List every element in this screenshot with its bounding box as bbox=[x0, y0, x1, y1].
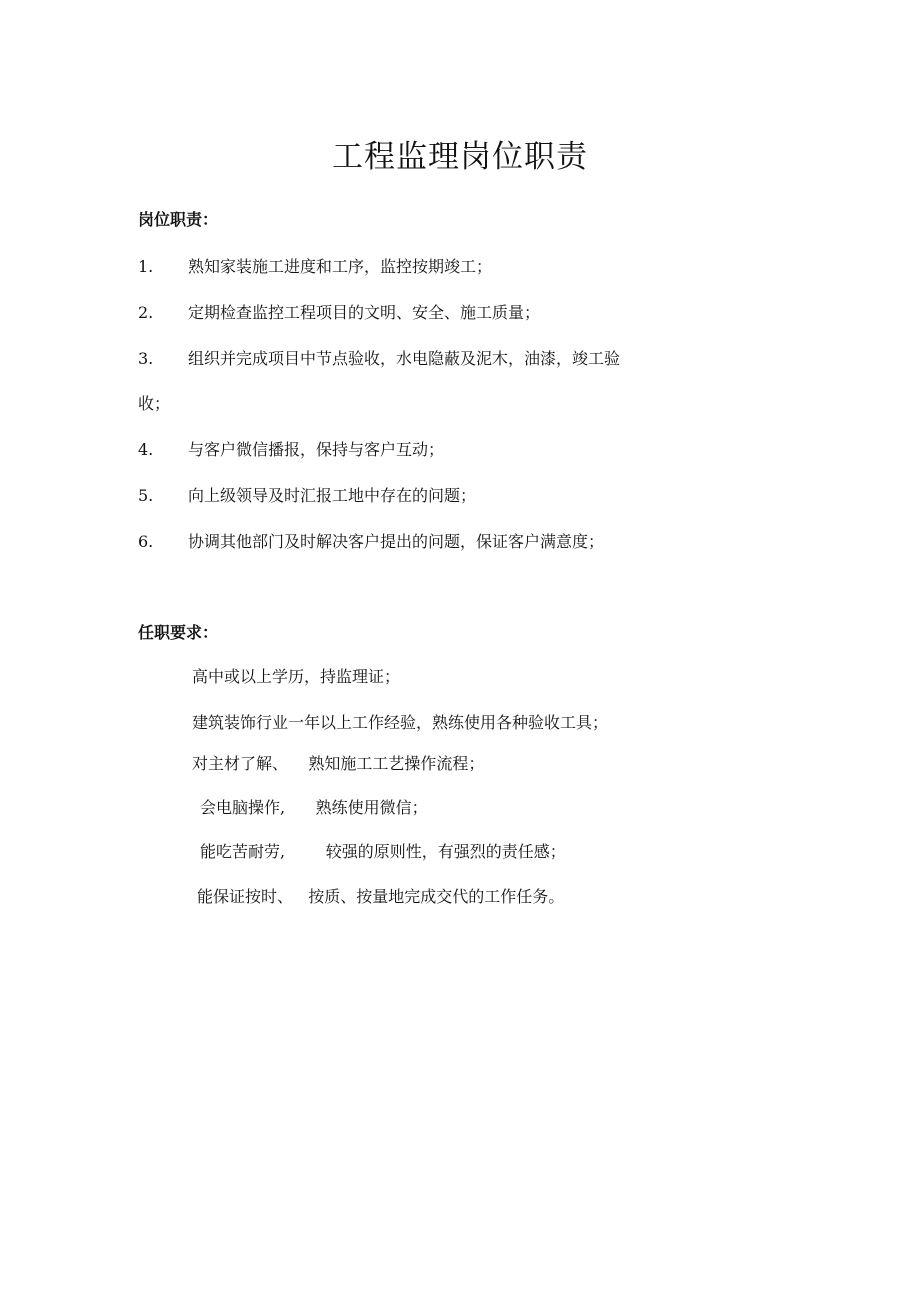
duty-number: 3. bbox=[138, 349, 154, 368]
duty-text: 熟知家装施工进度和工序，监控按期竣工； bbox=[188, 257, 493, 276]
duty-number: 4. bbox=[138, 440, 154, 459]
duty-text: 与客户微信播报，保持与客户互动； bbox=[188, 440, 445, 459]
duty-text: 协调其他部门及时解决客户提出的问题，保证客户满意度； bbox=[188, 532, 605, 551]
duty-item bbox=[138, 254, 492, 277]
duty-item bbox=[138, 529, 604, 552]
duty-number: 6. bbox=[138, 532, 154, 551]
duty-number: 2. bbox=[138, 303, 154, 322]
requirement-item: 会电脑操作, 熟练使用微信； bbox=[200, 798, 428, 817]
page-title: 工程监理岗位职责 bbox=[332, 139, 588, 175]
duty-number: 5. bbox=[138, 486, 154, 505]
requirement-item: 能吃苦耐劳, 较强的原则性，有强烈的责任感； bbox=[200, 842, 566, 861]
duty-text: 组织并完成项目中节点验收，水电隐蔽及泥木，油漆，竣工验 bbox=[188, 349, 621, 368]
requirement-item: 能保证按时、 按质、按量地完成交代的工作任务。 bbox=[197, 887, 565, 906]
duty-item bbox=[138, 300, 540, 323]
requirement-item: 高中或以上学历，持监理证； bbox=[192, 667, 401, 686]
requirements-heading: 任职要求： bbox=[138, 623, 219, 642]
duty-item bbox=[138, 346, 620, 369]
duty-item bbox=[138, 483, 476, 506]
duty-item bbox=[138, 437, 444, 460]
duty-text: 定期检查监控工程项目的文明、安全、施工质量； bbox=[188, 303, 541, 322]
requirement-item: 建筑装饰行业一年以上工作经验，熟练使用各种验收工具； bbox=[192, 713, 609, 732]
requirement-item: 对主材了解、 熟知施工工艺操作流程； bbox=[192, 754, 485, 773]
duty-number: 1. bbox=[138, 257, 154, 276]
duties-heading: 岗位职责： bbox=[138, 210, 219, 229]
duty-item-continuation: 收； bbox=[138, 394, 171, 413]
duty-text: 向上级领导及时汇报工地中存在的问题； bbox=[188, 486, 477, 505]
